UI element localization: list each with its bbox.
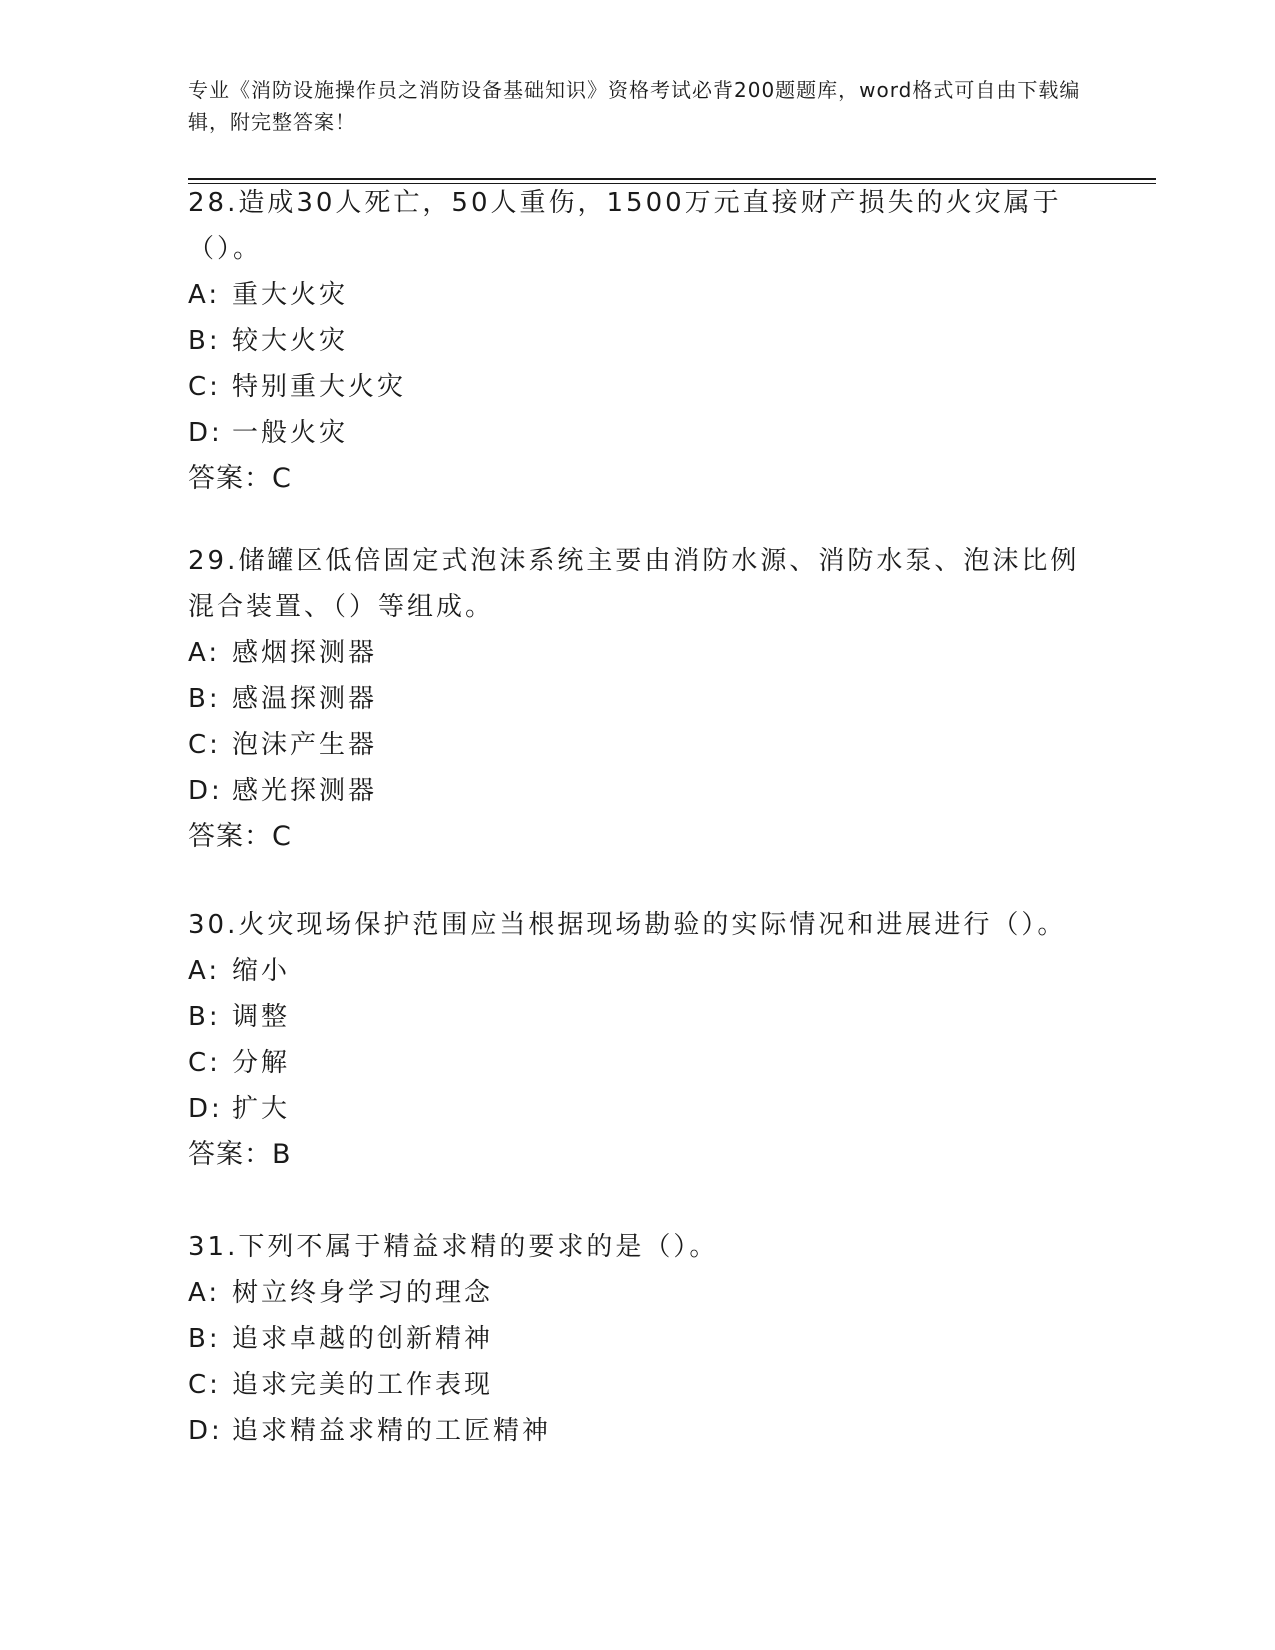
option-c [188, 722, 1088, 768]
option-label: D: [188, 418, 223, 448]
option-text: 分解 [232, 1048, 291, 1078]
option-c [188, 364, 1088, 410]
option-a [188, 272, 1088, 318]
option-d [188, 1408, 1088, 1454]
answer: 答案：C [188, 821, 292, 852]
answer: 答案：B [188, 1139, 292, 1170]
option-label: B: [188, 326, 221, 356]
option-b [188, 1316, 1088, 1362]
option-a [188, 1270, 1088, 1316]
option-label: A: [188, 280, 221, 310]
option-text: 较大火灾 [232, 326, 349, 356]
option-b [188, 318, 1088, 364]
option-label: B: [188, 1002, 221, 1032]
option-text: 追求精益求精的工匠精神 [232, 1416, 552, 1446]
option-label: C: [188, 1048, 221, 1078]
option-b [188, 994, 1088, 1040]
answer: 答案：C [188, 463, 292, 494]
option-label: D: [188, 1094, 223, 1124]
question-30 [188, 902, 1088, 1178]
option-text: 扩大 [232, 1094, 291, 1124]
option-text: 追求完美的工作表现 [232, 1370, 494, 1400]
option-d [188, 410, 1088, 456]
question-stem: 30.火灾现场保护范围应当根据现场勘验的实际情况和进展进行（）。 [188, 910, 1067, 940]
option-label: A: [188, 638, 221, 668]
question-29 [188, 538, 1088, 860]
option-text: 一般火灾 [232, 418, 349, 448]
option-c [188, 1362, 1088, 1408]
option-label: C: [188, 730, 221, 760]
option-text: 感光探测器 [232, 776, 378, 806]
option-text: 感温探测器 [232, 684, 378, 714]
option-c [188, 1040, 1088, 1086]
question-stem: 29.储罐区低倍固定式泡沫系统主要由消防水源、消防水泵、泡沫比例混合装置、（）等组成。 [188, 546, 1080, 622]
option-d [188, 1086, 1088, 1132]
option-text: 泡沫产生器 [232, 730, 378, 760]
option-d [188, 768, 1088, 814]
option-label: B: [188, 1324, 221, 1354]
question-stem: 28.造成30人死亡，50人重伤，1500万元直接财产损失的火灾属于（）。 [188, 188, 1062, 264]
option-a [188, 630, 1088, 676]
option-text: 追求卓越的创新精神 [232, 1324, 494, 1354]
option-a [188, 948, 1088, 994]
option-label: C: [188, 372, 221, 402]
option-text: 重大火灾 [232, 280, 349, 310]
option-text: 缩小 [232, 956, 291, 986]
option-text: 树立终身学习的理念 [232, 1278, 494, 1308]
option-text: 感烟探测器 [232, 638, 378, 668]
question-28 [188, 180, 1088, 502]
question-stem: 31.下列不属于精益求精的要求的是（）。 [188, 1232, 719, 1262]
option-text: 调整 [232, 1002, 291, 1032]
option-text: 特别重大火灾 [232, 372, 407, 402]
option-label: C: [188, 1370, 221, 1400]
option-label: D: [188, 776, 223, 806]
question-31 [188, 1224, 1088, 1454]
option-label: B: [188, 684, 221, 714]
option-label: A: [188, 956, 221, 986]
option-label: D: [188, 1416, 223, 1446]
option-b [188, 676, 1088, 722]
option-label: A: [188, 1278, 221, 1308]
document-header: 专业《消防设施操作员之消防设备基础知识》资格考试必背200题题库，word格式可自由下载编辑，附完整答案！ [188, 78, 1081, 134]
